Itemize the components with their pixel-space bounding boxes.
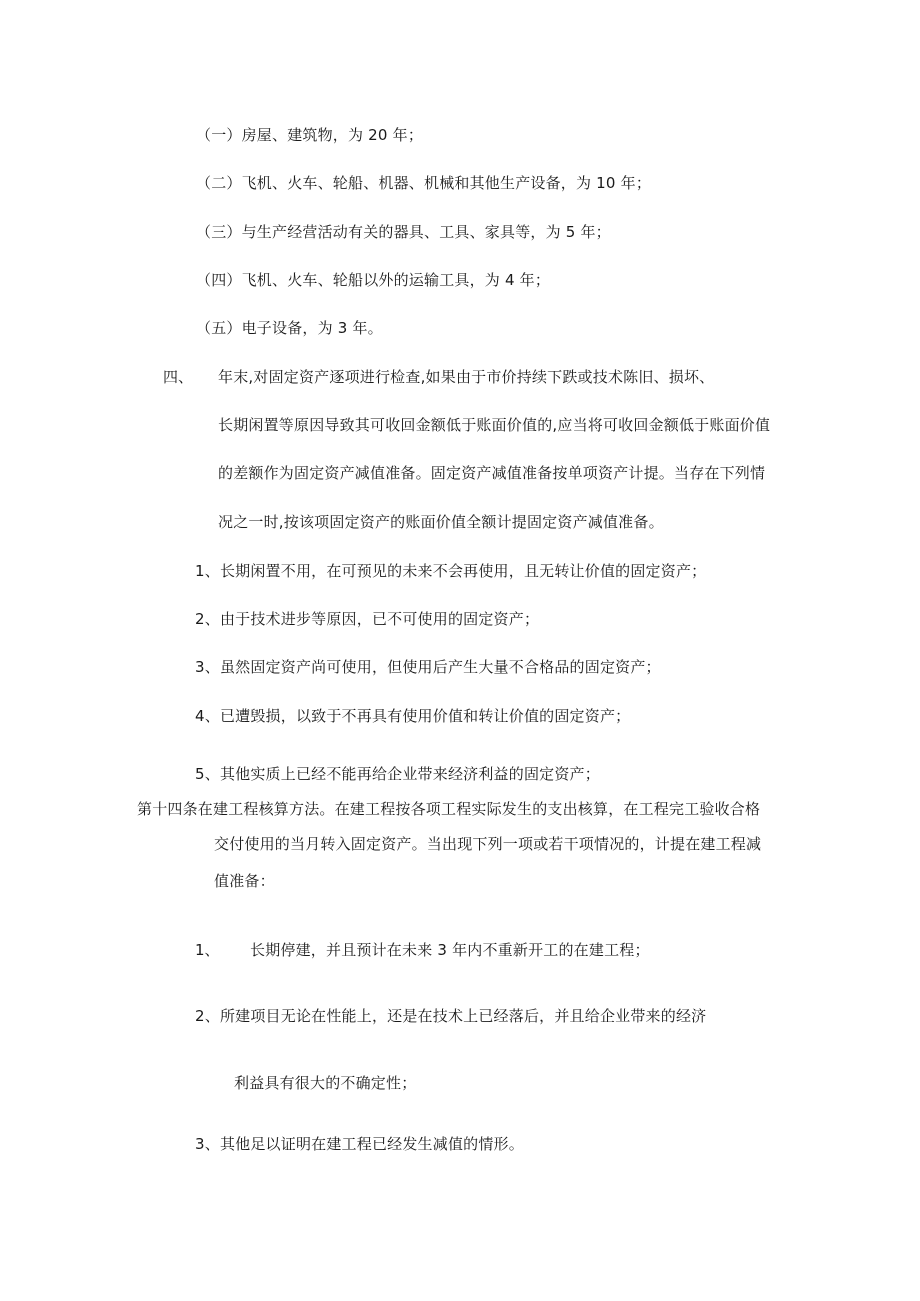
section-four-item-3: 3、虽然固定资产尚可使用，但使用后产生大量不合格品的固定资产；: [195, 658, 661, 676]
section-four-line-2: 长期闲置等原因导致其可收回金额低于账面价值的,应当将可收回金额低于账面价值: [218, 416, 771, 434]
section-four-line-3: 的差额作为固定资产减值准备。固定资产减值准备按单项资产计提。当存在下列情: [218, 464, 766, 482]
article-14-line-2: 交付使用的当月转入固定资产。当出现下列一项或若干项情况的，计提在建工程减: [214, 835, 762, 853]
years-item-4: （四）飞机、火车、轮船以外的运输工具，为 4 年；: [196, 271, 551, 289]
years-item-2: （二）飞机、火车、轮船、机器、机械和其他生产设备，为 10 年；: [196, 174, 652, 192]
years-item-1: （一）房屋、建筑物，为 20 年；: [196, 126, 424, 144]
article-14-line-3: 值准备：: [214, 872, 275, 890]
article-14-line-1: 第十四条在建工程核算方法。在建工程按各项工程实际发生的支出核算，在工程完工验收合格: [137, 800, 761, 818]
section-four-item-5: 5、其他实质上已经不能再给企业带来经济利益的固定资产；: [195, 765, 600, 783]
section-four-line-4: 况之一时,按该项固定资产的账面价值全额计提固定资产减值准备。: [218, 513, 664, 531]
article-14-item-1: 长期停建，并且预计在未来 3 年内不重新开工的在建工程；: [250, 941, 650, 959]
section-four-item-4: 4、已遭毁损，以致于不再具有使用价值和转让价值的固定资产；: [195, 707, 631, 725]
section-four-item-2: 2、由于技术进步等原因，已不可使用的固定资产；: [195, 610, 540, 628]
years-item-5: （五）电子设备，为 3 年。: [196, 319, 383, 337]
article-14-item-3: 3、其他足以证明在建工程已经发生减值的情形。: [195, 1135, 524, 1153]
article-14-item-2-line-1: 2、所建项目无论在性能上，还是在技术上已经落后，并且给企业带来的经济: [195, 1007, 707, 1025]
section-four-line-1: 年末,对固定资产逐项进行检查,如果由于市价持续下跌或技术陈旧、损坏、: [218, 368, 715, 386]
section-four-item-1: 1、长期闲置不用，在可预见的未来不会再使用，且无转让价值的固定资产；: [195, 562, 707, 580]
article-14-item-2-line-2: 利益具有很大的不确定性；: [234, 1074, 417, 1092]
years-item-3: （三）与生产经营活动有关的器具、工具、家具等，为 5 年；: [196, 223, 611, 241]
section-four-number: 四、: [163, 368, 194, 386]
article-14-item-1-number: 1、: [195, 941, 220, 959]
